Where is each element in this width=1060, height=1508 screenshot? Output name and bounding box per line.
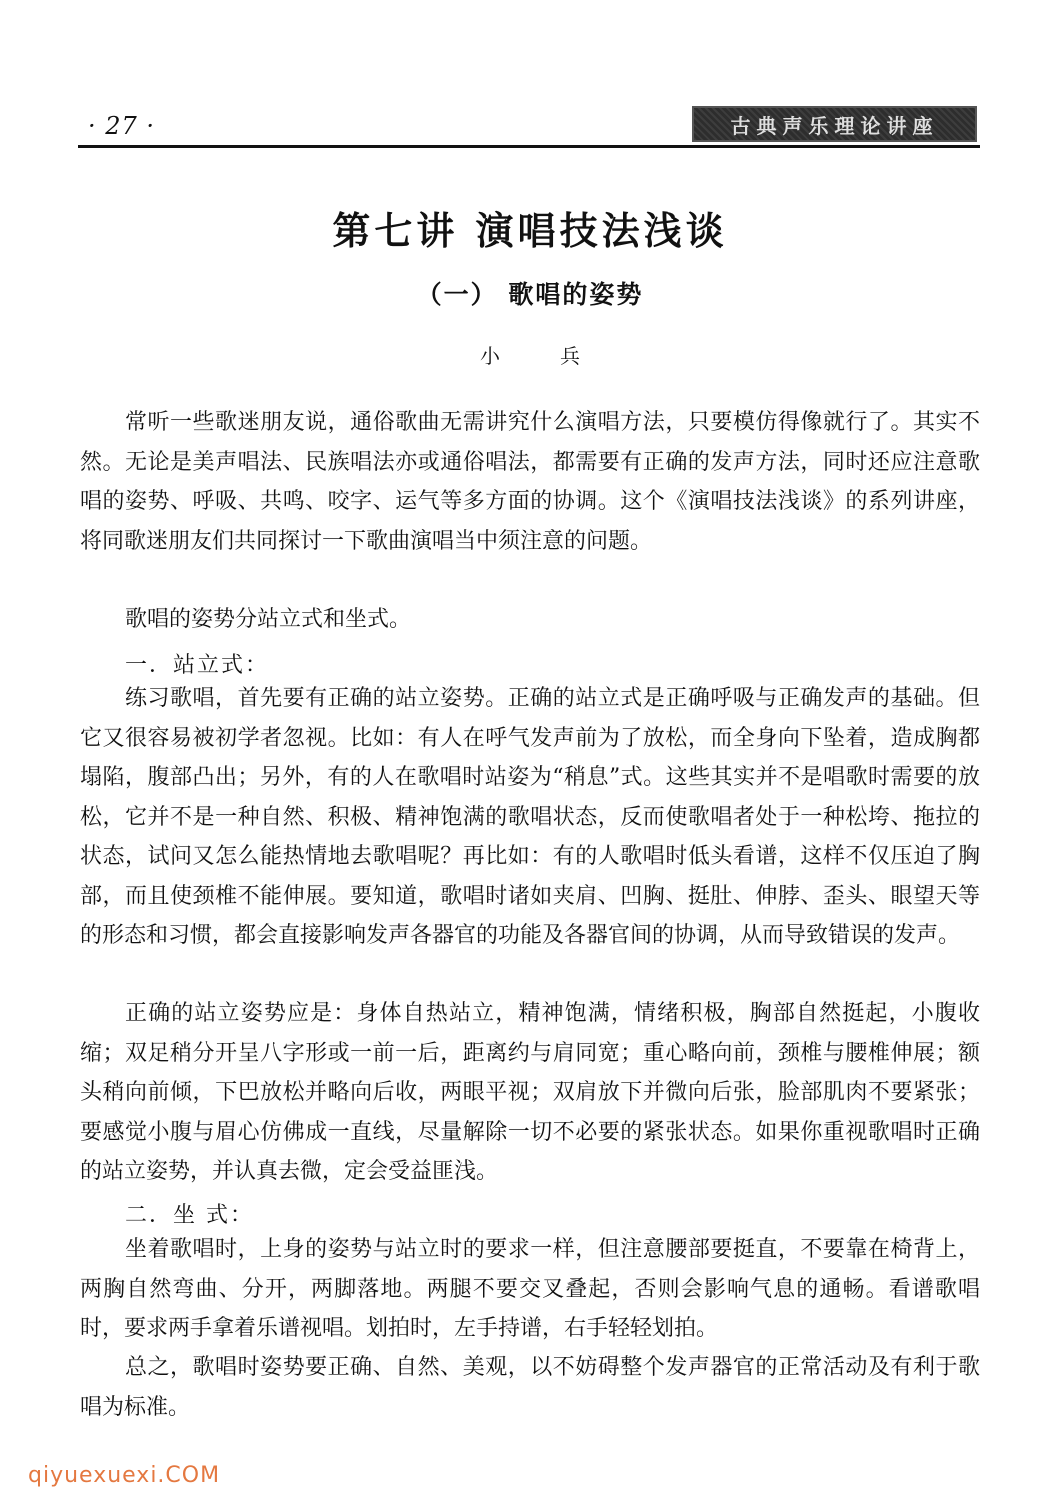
section-title: （一） 歌唱的姿势 <box>416 280 644 309</box>
page-number: · 27 · <box>88 112 156 140</box>
watermark: qiyuexuexi.COM <box>28 1463 221 1488</box>
author: 小兵 <box>480 344 640 368</box>
header-rule <box>78 145 980 148</box>
standing-paragraph-1: 练习歌唱，首先要有正确的站立姿势。正确的站立式是正确呼吸与正确发声的基础。但它又很容易被初学者忽视。比如：有人在呼气发声前为了放松，而全身向下坠着，造成胸都塌陷，腹部凸出；另外，有的人在歌唱时站姿为“稍息”式。这些其实并不是唱歌时需要的放松，它并不是一种自然、积极、精神饱满的歌唱状态，反而使歌唱者处于一种松垮、拖拉的状态，试问又怎么能热情地去歌唱呢？再比如：有的人歌唱时低头看谱，这样不仅压迫了胸部，而且使颈椎不能伸展。要知道，歌唱时诸如夹肩、凹胸、挺肚、伸脖、歪头、眼望天等的形态和习惯，都会直接影响发声各器官的功能及各器官间的协调，从而导致错误的发声。 <box>80 686 980 948</box>
sitting-paragraph: 坐着歌唱时，上身的姿势与站立时的要求一样，但注意腰部要挺直，不要靠在椅背上，两胸自然弯曲、分开，两脚落地。两腿不要交叉叠起，否则会影响气息的通畅。看谱歌唱时，要求两手拿着乐谱视唱。划拍时，左手持谱，右手轻轻划拍。 <box>80 1237 980 1341</box>
header-banner: 古典声乐理论讲座 <box>692 106 977 142</box>
lecture-title: 第七讲 演唱技法浅谈 <box>332 209 728 253</box>
standing-paragraph-2: 正确的站立姿势应是：身体自热站立，精神饱满，情绪积极，胸部自然挺起，小腹收缩；双足稍分开呈八字形或一前一后，距离约与肩同宽；重心略向前，颈椎与腰椎伸展；额头稍向前倾，下巴放松并略向后收，两眼平视；双肩放下并微向后张，脸部肌肉不要紧张；要感觉小腹与眉心仿佛成一直线，尽量解除一切不必要的紧张状态。如果你重视歌唱时正确的站立姿势，并认真去微，定会受益匪浅。 <box>80 1001 980 1184</box>
summary-paragraph: 歌唱的姿势分站立式和坐式。 <box>125 607 412 632</box>
conclusion-paragraph: 总之，歌唱时姿势要正确、自然、美观，以不妨碍整个发声器官的正常活动及有利于歌唱为标准。 <box>80 1355 980 1420</box>
heading-sitting: 二．坐 式： <box>125 1203 254 1228</box>
intro-paragraph: 常听一些歌迷朋友说，通俗歌曲无需讲究什么演唱方法，只要模仿得像就行了。其实不然。无论是美声唱法、民族唱法亦或通俗唱法，都需要有正确的发声方法，同时还应注意歌唱的姿势、呼吸、共鸣、咬字、运气等多方面的协调。这个《演唱技法浅谈》的系列讲座，将同歌迷朋友们共同探讨一下歌曲演唱当中须注意的问题。 <box>80 410 980 554</box>
heading-standing: 一．站立式： <box>125 653 270 678</box>
